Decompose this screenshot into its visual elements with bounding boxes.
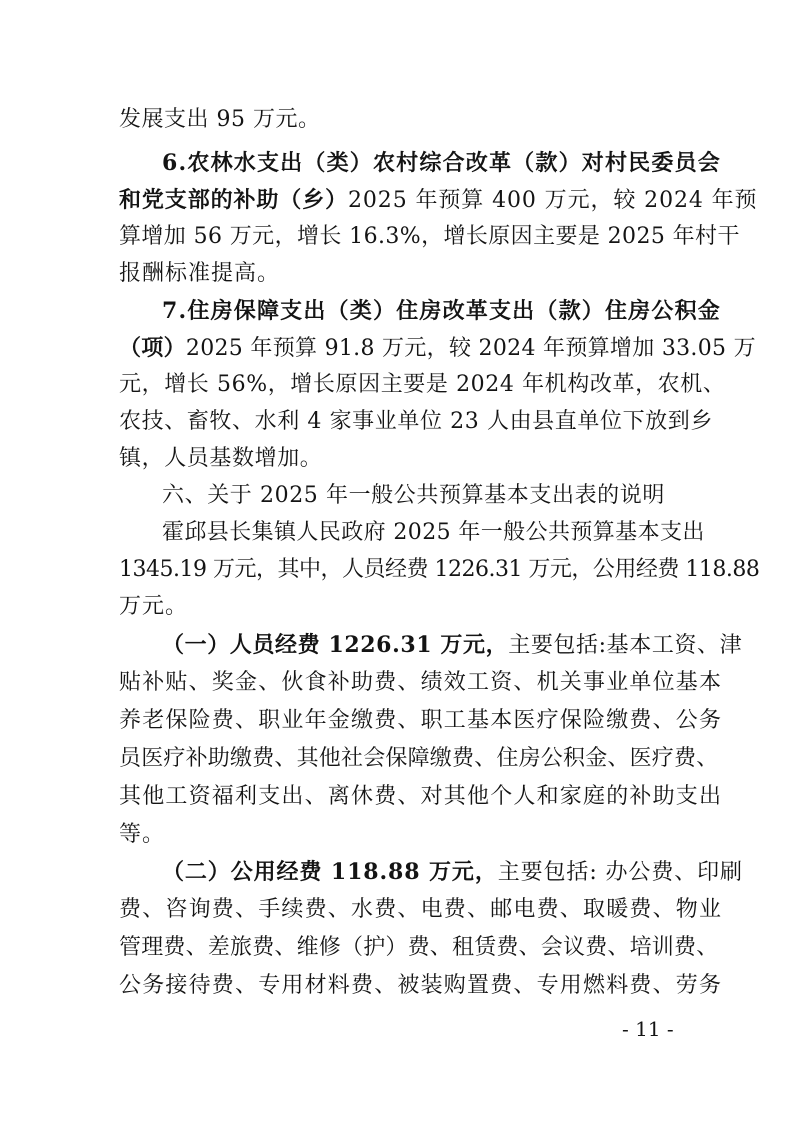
section-heading: （一）人员经费 1226.31 万元， [162, 632, 509, 658]
section-heading: （二）公用经费 118.88 万元， [162, 859, 498, 885]
text-line [162, 518, 705, 548]
text-line [119, 105, 320, 135]
text-segment: 发展支出 95 万元。 [119, 107, 321, 132]
text-line [119, 933, 718, 963]
text-line [162, 857, 743, 887]
text-line [162, 630, 742, 660]
text-segment: 元，增长 56%，增长原因主要是 2024 年机构改革，农机、 [119, 372, 726, 397]
text-line [119, 259, 280, 289]
text-line [119, 668, 722, 698]
text-line [119, 820, 165, 850]
text-line [162, 481, 665, 511]
text-segment: 管理费、差旅费、维修（护）费、租赁费、会议费、培训费、 [119, 935, 719, 960]
section-title: 六、关于 2025 年一般公共预算基本支出表的说明 [162, 483, 665, 508]
section-heading: 7.住房保障支出（类）住房改革支出（款）住房公积金 [162, 298, 721, 324]
text-line [119, 706, 722, 736]
text-line [119, 971, 722, 1001]
text-line [119, 782, 722, 812]
section-heading: （项） [119, 335, 186, 361]
text-line [119, 333, 756, 363]
text-line [119, 444, 322, 474]
text-segment: 养老保险费、职业年金缴费、职工基本医疗保险缴费、公务 [119, 708, 723, 733]
text-line [119, 370, 725, 400]
text-segment: 算增加 56 万元，增长 16.3%，增长原因主要是 2025 年村干 [119, 224, 740, 249]
text-segment: 农技、畜牧、水利 4 家事业单位 23 人由县直单位下放到乡 [119, 409, 713, 434]
text-line [119, 592, 188, 622]
page-number: - 11 - [622, 1017, 674, 1041]
text-segment: 主要包括: 办公费、印刷 [497, 860, 743, 885]
text-segment: 1345.19 万元，其中，人员经费 1226.31 万元，公用经费 118.88 [119, 557, 760, 582]
text-line [119, 407, 713, 437]
text-segment: 2025 年预算 400 万元，较 2024 年预 [348, 188, 758, 213]
text-segment: 贴补贴、奖金、伙食补助费、绩效工资、机关事业单位基本 [119, 670, 723, 695]
text-segment: 霍邱县长集镇人民政府 2025 年一般公共预算基本支出 [162, 520, 705, 545]
text-line [119, 895, 722, 925]
text-segment: 员医疗补助缴费、其他社会保障缴费、住房公积金、医疗费、 [119, 746, 719, 771]
text-segment: 等。 [119, 822, 166, 847]
text-line [119, 555, 759, 585]
text-segment: 费、咨询费、手续费、水费、电费、邮电费、取暖费、物业 [119, 897, 723, 922]
text-segment: 镇，人员基数增加。 [119, 446, 323, 471]
text-segment: 报酬标准提高。 [119, 261, 281, 286]
text-line [119, 222, 740, 252]
text-line [162, 148, 721, 178]
text-line [119, 744, 718, 774]
text-segment: 万元。 [119, 594, 189, 619]
text-segment: 主要包括:基本工资、津 [508, 633, 743, 658]
section-heading: 6.农林水支出（类）农村综合改革（款）对村民委员会 [162, 150, 721, 176]
section-heading: 和党支部的补助（乡） [119, 187, 349, 213]
text-segment: 公务接待费、专用材料费、被装购置费、专用燃料费、劳务 [119, 973, 723, 998]
text-segment: 其他工资福利支出、离休费、对其他个人和家庭的补助支出 [119, 784, 723, 809]
text-segment: 2025 年预算 91.8 万元，较 2024 年预算增加 33.05 万 [185, 336, 756, 361]
text-line [162, 296, 721, 326]
text-line [119, 185, 757, 215]
